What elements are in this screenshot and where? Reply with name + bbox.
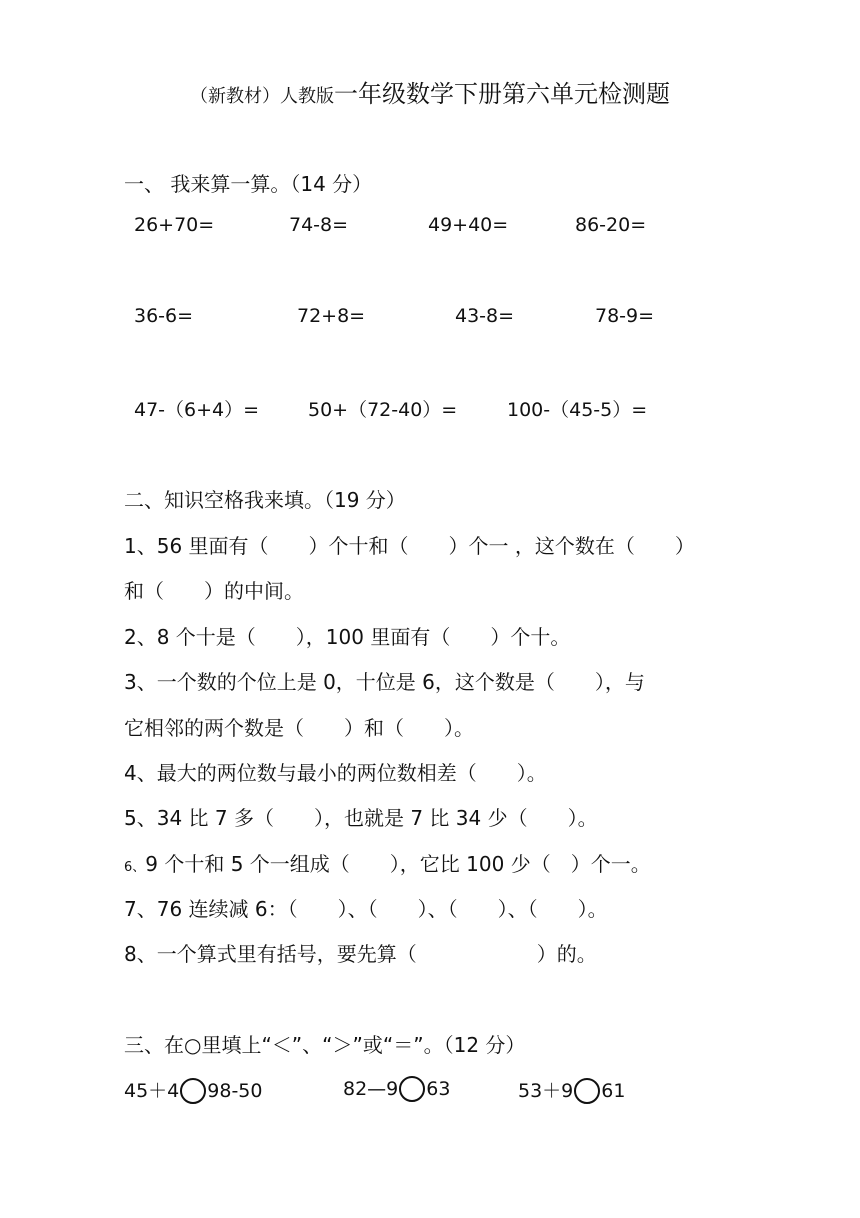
compare-1-left: 45＋4 xyxy=(124,1080,180,1102)
question-1-line-2: 和（ ）的中间。 xyxy=(124,579,304,603)
calc-2-1: 36-6= xyxy=(134,305,194,327)
compare-circle-icon[interactable] xyxy=(180,1078,206,1104)
question-3-line-1: 3、一个数的个位上是 0，十位是 6，这个数是（ ），与 xyxy=(124,670,645,694)
compare-circle-icon[interactable] xyxy=(574,1078,600,1104)
calc-2-3: 43-8= xyxy=(455,305,515,327)
calc-1-1: 26+70= xyxy=(134,214,215,236)
question-3-line-2: 它相邻的两个数是（ ）和（ ）。 xyxy=(124,716,474,740)
question-5: 5、34 比 7 多（ ），也就是 7 比 34 少（ ）。 xyxy=(124,806,598,830)
title-main: 一年级数学下册第六单元检测题 xyxy=(334,80,670,108)
question-8: 8、一个算式里有括号，要先算（ ）的。 xyxy=(124,942,597,966)
question-4: 4、最大的两位数与最小的两位数相差（ ）。 xyxy=(124,761,547,785)
calc-1-3: 49+40= xyxy=(428,214,509,236)
compare-3-left: 53＋9 xyxy=(518,1080,574,1102)
question-1-line-1: 1、56 里面有（ ）个十和（ ）个一 ，这个数在（ ） xyxy=(124,534,695,558)
question-6-text: 9 个十和 5 个一组成（ ），它比 100 少（ ）个一。 xyxy=(145,852,651,876)
compare-1-right: 98-50 xyxy=(207,1080,263,1102)
question-7: 7、76 连续减 6：（ ）、（ ）、（ ）、（ ）。 xyxy=(124,897,608,921)
question-6 xyxy=(124,848,651,877)
page-title xyxy=(0,74,860,109)
calc-3-1: 47-（6+4）= xyxy=(134,399,260,421)
calc-1-2: 74-8= xyxy=(289,214,349,236)
compare-item-3 xyxy=(518,1076,625,1104)
compare-2-right: 63 xyxy=(426,1078,451,1100)
calc-2-4: 78-9= xyxy=(595,305,655,327)
compare-3-right: 61 xyxy=(601,1080,626,1102)
calc-3-3: 100-（45-5）= xyxy=(507,399,648,421)
question-6-number: 6、 xyxy=(124,860,146,875)
compare-item-1 xyxy=(124,1076,262,1104)
calc-2-2: 72+8= xyxy=(297,305,366,327)
compare-2-left: 82—9 xyxy=(343,1078,399,1100)
calc-1-4: 86-20= xyxy=(575,214,647,236)
section3-heading: 三、在○里填上“＜”、“＞”或“＝”。（12 分） xyxy=(124,1033,526,1057)
section2-heading: 二、知识空格我来填。（19 分） xyxy=(124,488,406,512)
title-prefix: （新教材）人教版 xyxy=(190,86,334,107)
calc-3-2: 50+（72-40）= xyxy=(308,399,458,421)
question-2: 2、8 个十是（ ），100 里面有（ ）个十。 xyxy=(124,625,571,649)
compare-circle-icon[interactable] xyxy=(399,1076,425,1102)
compare-item-2 xyxy=(343,1076,450,1102)
section1-heading: 一、 我来算一算。（14 分） xyxy=(124,172,373,196)
